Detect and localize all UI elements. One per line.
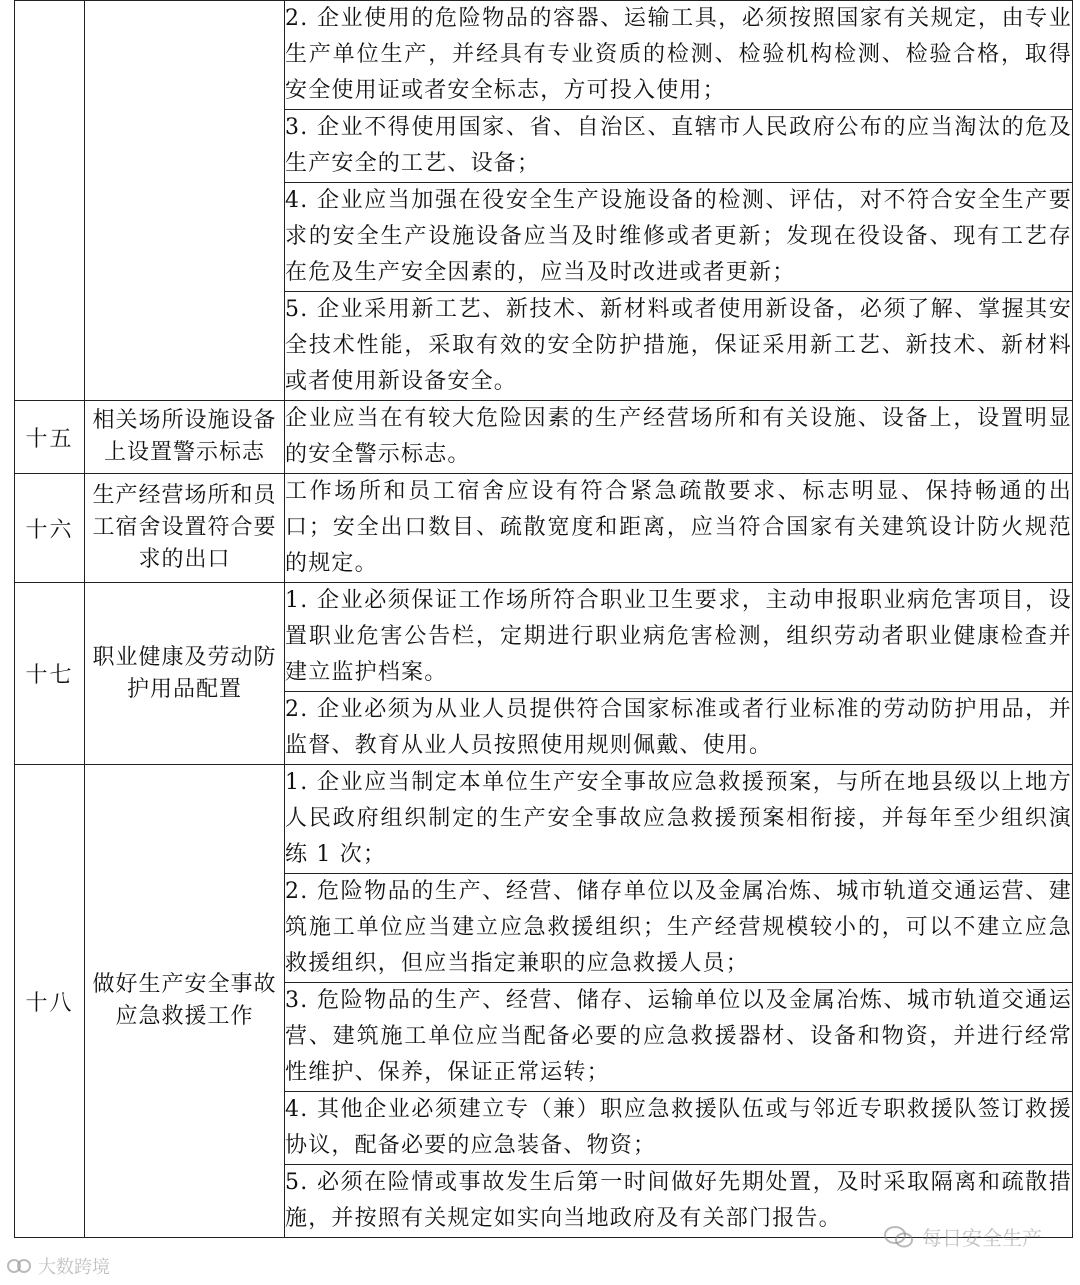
requirement-text: 1. 企业应当制定本单位生产安全事故应急救援预案，与所在地县级以上地方人民政府组织制定的生产安全事故应急救援预案相衔接，并每年至少组织演练 1 次；	[285, 765, 1073, 874]
requirement-text: 2. 危险物品的生产、经营、储存单位以及金属冶炼、城市轨道交通运营、建筑施工单位应当建立应急救援组织；生产经营规模较小的，可以不建立应急救援组织，但应当指定兼职的应急救援人员；	[285, 874, 1073, 983]
requirements-table	[14, 0, 1073, 1238]
table-row	[15, 1, 1073, 110]
requirement-text: 企业应当在有较大危险因素的生产经营场所和有关设施、设备上，设置明显的安全警示标志。	[285, 401, 1073, 474]
item-title: 职业健康及劳动防护用品配置	[85, 583, 285, 765]
item-title: 相关场所设施设备上设置警示标志	[85, 401, 285, 474]
requirement-text: 4. 其他企业必须建立专（兼）职应急救援队伍或与邻近专职救援队签订救援协议，配备必要的应急装备、物资；	[285, 1092, 1073, 1165]
watermark-left	[6, 1253, 110, 1279]
table-row	[15, 583, 1073, 692]
requirement-text: 2. 企业必须为从业人员提供符合国家标准或者行业标准的劳动防护用品，并监督、教育从业人员按照使用规则佩戴、使用。	[285, 692, 1073, 765]
item-title: 生产经营场所和员工宿舍设置符合要求的出口	[85, 474, 285, 583]
item-title	[85, 1, 285, 401]
item-title: 做好生产安全事故应急救援工作	[85, 765, 285, 1238]
watermark-right-text: 每日安全生产	[922, 1226, 1042, 1250]
item-number: 十七	[15, 583, 85, 765]
item-number: 十八	[15, 765, 85, 1238]
requirement-text: 5. 必须在险情或事故发生后第一时间做好先期处置，及时采取隔离和疏散措施，并按照有关规定如实向当地政府及有关部门报告。	[285, 1165, 1073, 1238]
requirement-text: 4. 企业应当加强在役安全生产设施设备的检测、评估，对不符合安全生产要求的安全生产设施设备应当及时维修或者更新；发现在役设备、现有工艺存在危及生产安全因素的，应当及时改进或者更新；	[285, 183, 1073, 292]
table-row	[15, 474, 1073, 583]
requirement-text: 3. 企业不得使用国家、省、自治区、直辖市人民政府公布的应当淘汰的危及生产安全的工艺、设备；	[285, 110, 1073, 183]
item-number: 十六	[15, 474, 85, 583]
table-row	[15, 401, 1073, 474]
requirement-text: 工作场所和员工宿舍应设有符合紧急疏散要求、标志明显、保持畅通的出口；安全出口数目、疏散宽度和距离，应当符合国家有关建筑设计防火规范的规定。	[285, 474, 1073, 583]
requirement-text: 5. 企业采用新工艺、新技术、新材料或者使用新设备，必须了解、掌握其安全技术性能，采取有效的安全防护措施，保证采用新工艺、新技术、新材料或者使用新设备安全。	[285, 292, 1073, 401]
logo-icon	[6, 1256, 32, 1276]
table-row	[15, 765, 1073, 874]
watermark-left-text: 大数跨境	[38, 1257, 110, 1278]
requirement-text: 3. 危险物品的生产、经营、储存、运输单位以及金属冶炼、城市轨道交通运营、建筑施工单位应当配备必要的应急救援器材、设备和物资，并进行经常性维护、保养，保证正常运转；	[285, 983, 1073, 1092]
item-number: 十五	[15, 401, 85, 474]
requirement-text: 1. 企业必须保证工作场所符合职业卫生要求，主动申报职业病危害项目，设置职业危害公告栏，定期进行职业病危害检测，组织劳动者职业健康检查并建立监护档案。	[285, 583, 1073, 692]
item-number	[15, 1, 85, 401]
requirement-text: 2. 企业使用的危险物品的容器、运输工具，必须按照国家有关规定，由专业生产单位生产，并经具有专业资质的检测、检验机构检测、检验合格，取得安全使用证或者安全标志，方可投入使用；	[285, 1, 1073, 110]
